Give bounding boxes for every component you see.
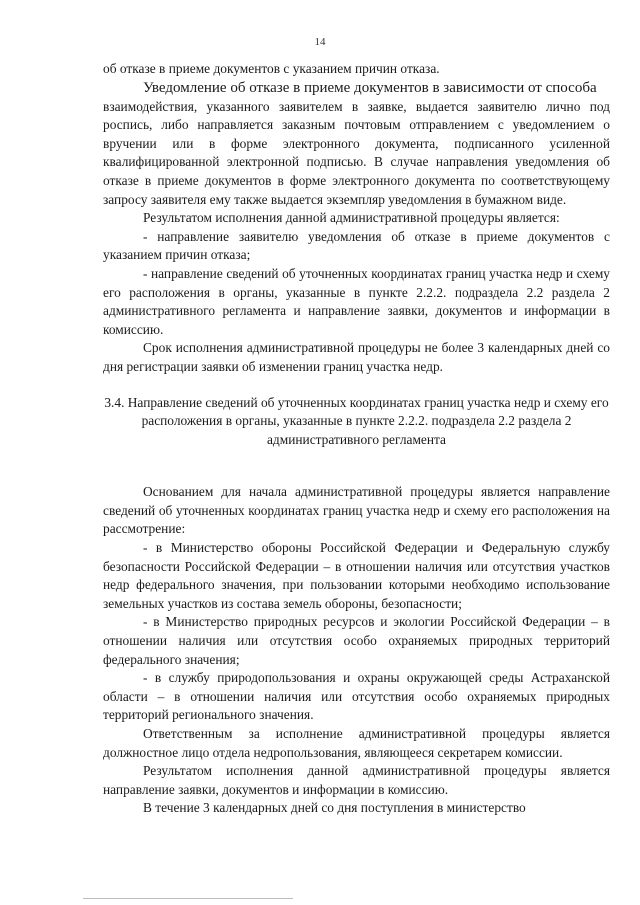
paragraph: об отказе в приеме документов с указанием причин отказа. (103, 61, 440, 76)
page-number: 14 (314, 36, 326, 48)
paragraph: Уведомление об отказе в приеме документов в зависимости от способа (143, 79, 597, 96)
list-item: - направление сведений об уточненных координатах границ участка недр и схему его расположения в органы, указанные в пункте 2.2.2. подраздела 2.2 раздела 2 административного регламента и направление заявки, документов и информации в комиссию. (103, 265, 610, 337)
section-heading: 3.4. Направление сведений об уточненных координатах границ участка недр и схему его расположения в органы, указанные в пункте 2.2.2. подраздела 2.2 раздела 2 административного регламента (104, 394, 609, 447)
paragraph: Результатом исполнения данной административной процедуры является направление заявки, документов и информации в комиссию. (103, 763, 610, 797)
footer-rule (83, 898, 293, 899)
paragraph: Результатом исполнения данной административной процедуры является: (143, 210, 560, 226)
document-body (103, 60, 610, 818)
list-item: - в Министерство обороны Российской Федерации и Федеральную службу безопасности Российской Федерации – в отношении наличия или отсутствия участков недр федерального значения, при пользовании которыми необходимо использование земельных участков из состава земель обороны, безопасности; (103, 540, 610, 611)
list-item: - в Министерство природных ресурсов и экологии Российской Федерации – в отношении наличия или отсутствия особо охраняемых природных территорий федерального значения; (103, 614, 610, 667)
paragraph: Срок исполнения административной процедуры не более 3 календарных дней со дня регистрации заявки об изменении границ участка недр. (103, 340, 610, 374)
paragraph: взаимодействия, указанного заявителем в заявке, выдается заявителю лично под роспись, либо направляется заказным почтовым отправлением с уведомлением о вручении или в форме электронного документа, подписанного усиленной квалифицированной электронной подписью. В случае направления уведомления об отказе в приеме документов в форме электронного документа по соответствующему запросу заявителя ему также выдается экземпляр уведомления в бумажном виде. (103, 98, 610, 207)
paragraph: Основанием для начала административной процедуры является направление сведений об уточненных координатах границ участка недр и схему его расположения на рассмотрение: (103, 484, 610, 537)
paragraph: В течение 3 календарных дней со дня поступления в министерство (143, 800, 526, 816)
paragraph: Ответственным за исполнение административной процедуры является должностное лицо отдела недропользования, являющееся секретарем комиссии. (103, 726, 610, 760)
list-item: - в службу природопользования и охраны окружающей среды Астраханской области – в отношении наличия или отсутствия особо охраняемых природных территорий регионального значения. (103, 670, 610, 723)
list-item: - направление заявителю уведомления об отказе в приеме документов с указанием причин отказа; (103, 228, 610, 263)
